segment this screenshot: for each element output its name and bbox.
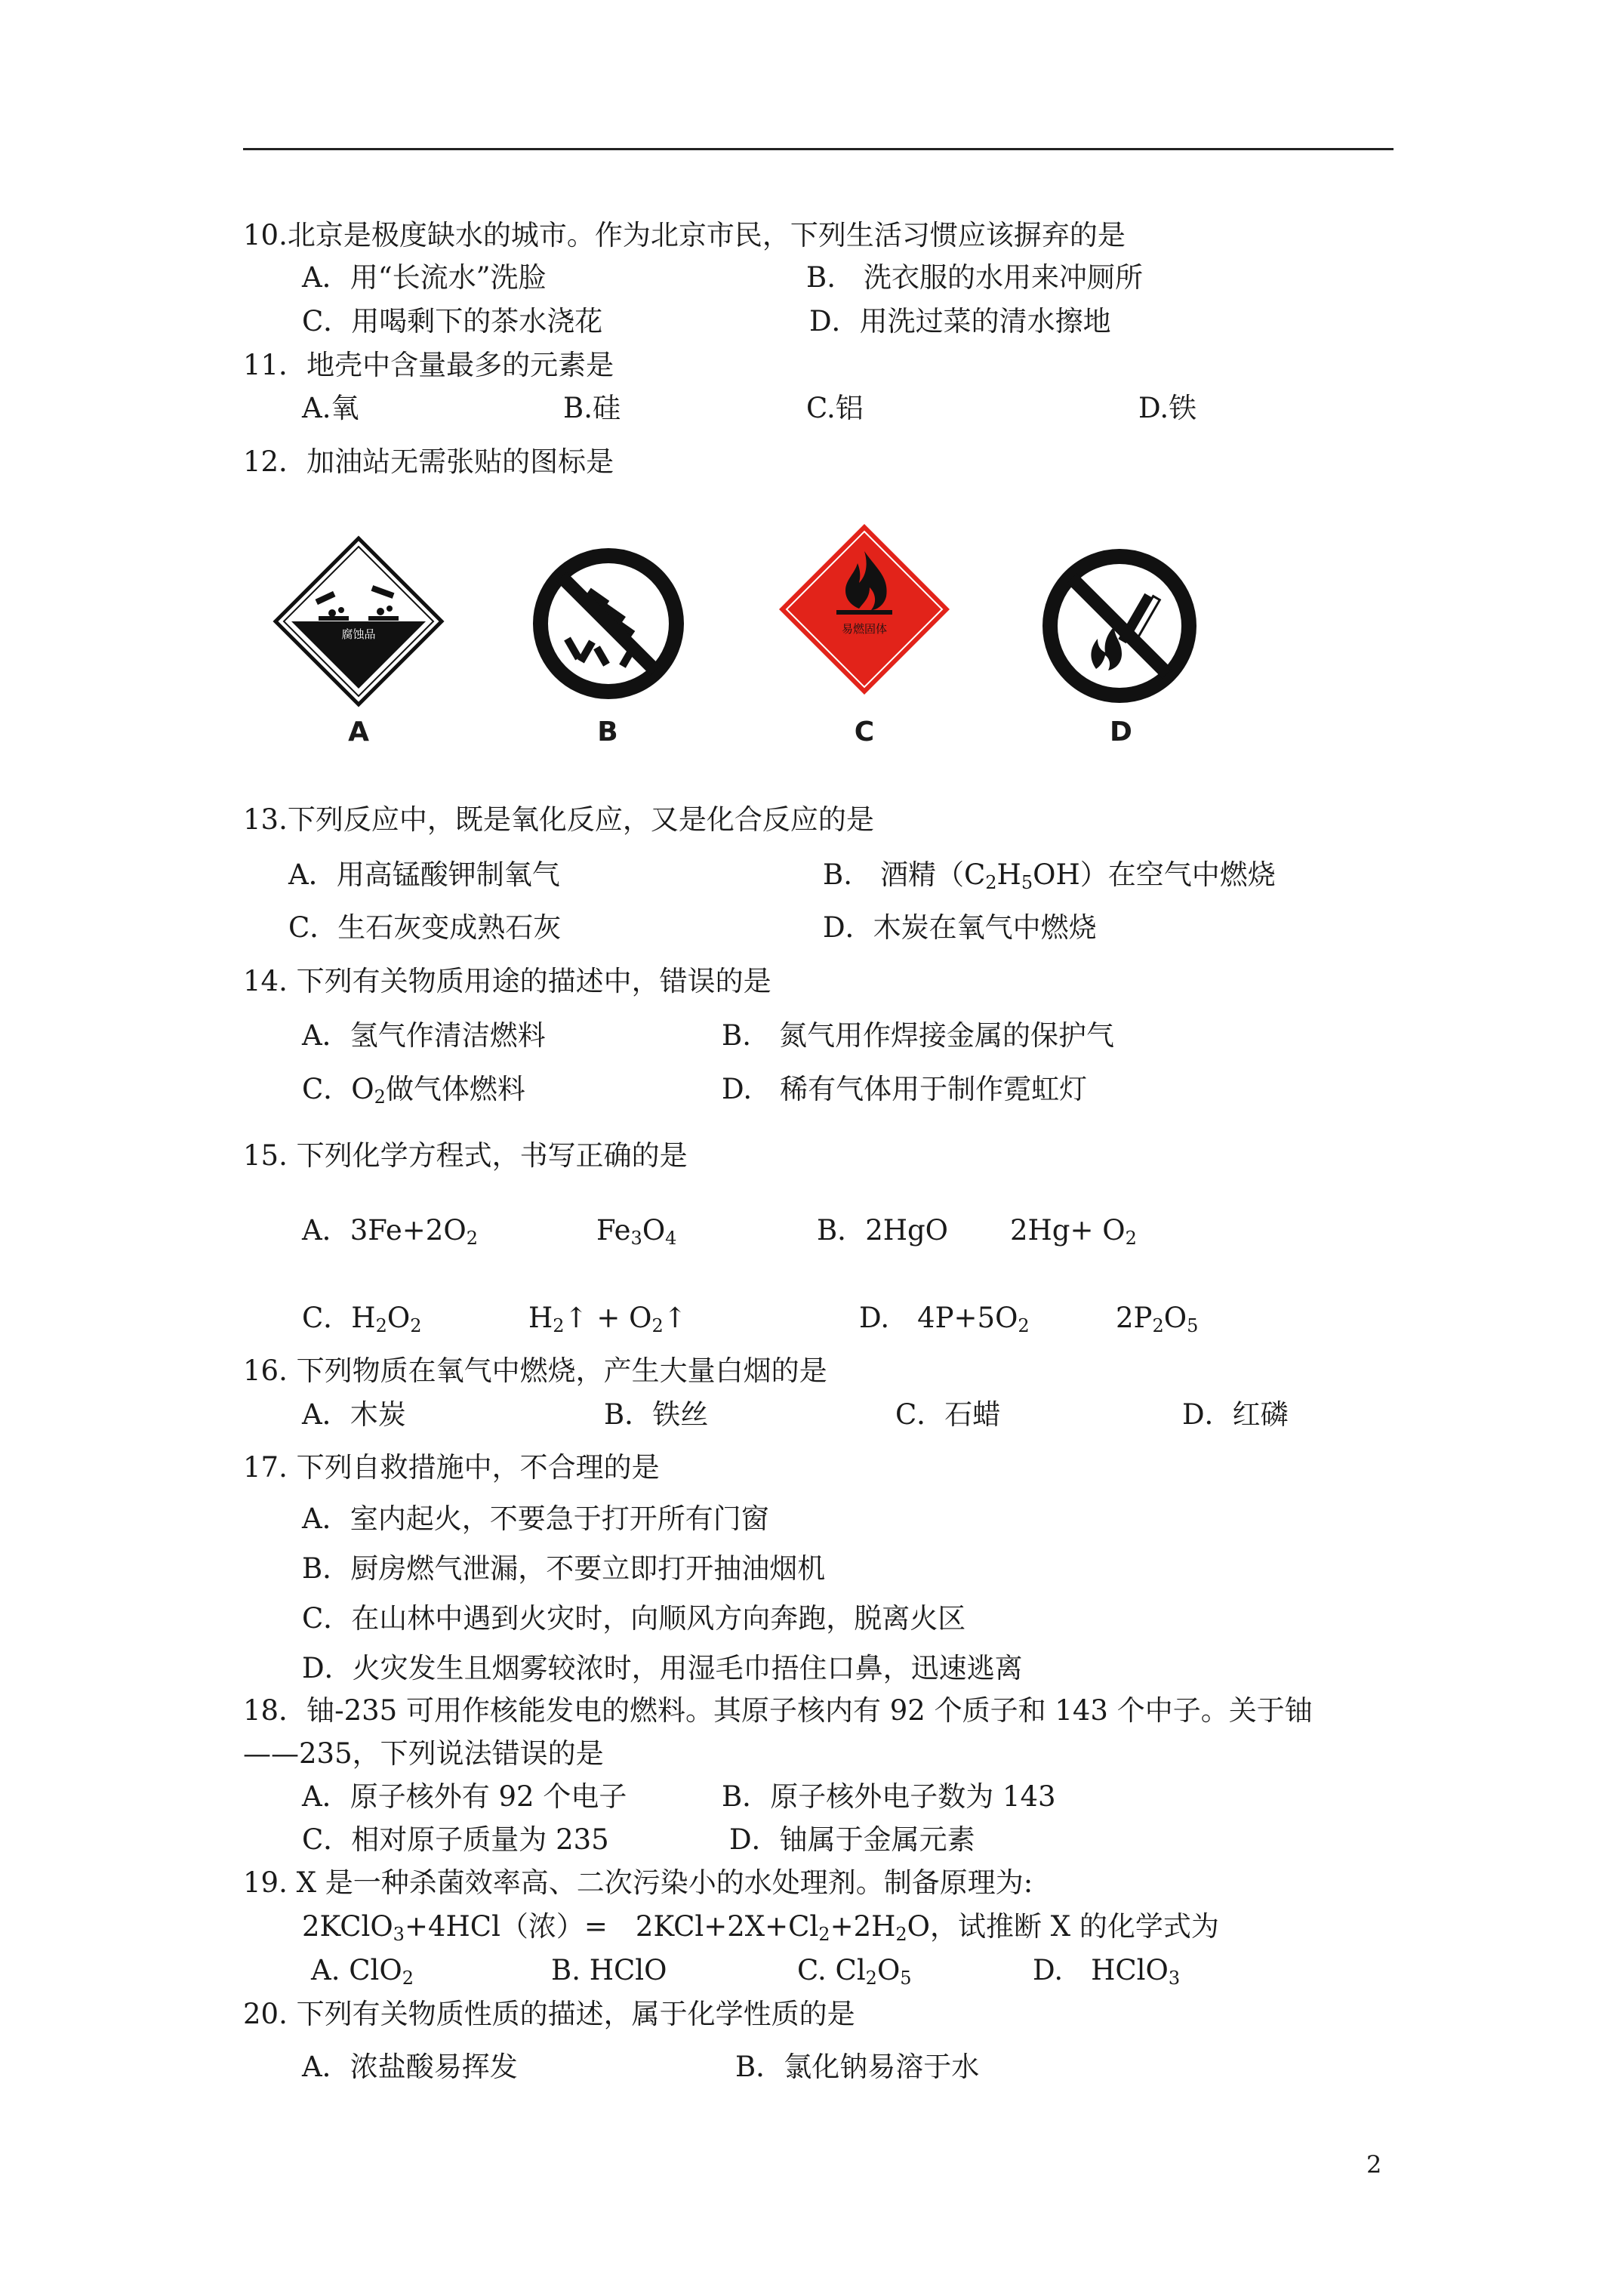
- q19-option-a: A. ClO$_2$: [311, 1954, 414, 1989]
- q15-option-d-products: $2P_2O_5$: [1116, 1302, 1199, 1336]
- q10-option-a: A．用“长流水”洗脸: [302, 261, 547, 294]
- q15-option-c-reactants: C．$H_2O_2$: [302, 1302, 422, 1336]
- q15-option-d-reactants: D. $4P+5O_2$: [859, 1302, 1030, 1336]
- q10-stem: 10.北京是极度缺水的城市。作为北京市民，下列生活习惯应该摒弃的是: [243, 219, 1126, 251]
- q18-option-d: D．铀属于金属元素: [729, 1823, 975, 1856]
- q15-option-a-reactants: A．$3Fe+2O_2$: [302, 1214, 478, 1249]
- corrosive-hazard-icon: [272, 535, 445, 708]
- q19-stem: 19. X 是一种杀菌效率高、二次污染小的水处理剂。制备原理为:: [243, 1866, 1033, 1899]
- q14-option-c: C．$O_2$做气体燃料: [302, 1073, 525, 1108]
- q11-option-d: D.铁: [1138, 392, 1197, 424]
- q17-stem: 17. 下列自救措施中，不合理的是: [243, 1451, 660, 1484]
- q17-option-d: D．火灾发生且烟雾较浓时，用湿毛巾捂住口鼻，迅速逃离: [302, 1652, 1023, 1684]
- q18-option-b: B．原子核外电子数为 143: [722, 1780, 1056, 1813]
- q16-option-c: C．石蜡: [895, 1398, 1001, 1431]
- no-stacking-prohibition-icon: [533, 548, 684, 699]
- q18-option-c: C．相对原子质量为 235: [302, 1823, 609, 1856]
- q14-stem: 14. 下列有关物质用途的描述中，错误的是: [243, 965, 771, 997]
- q20-stem: 20. 下列有关物质性质的描述，属于化学性质的是: [243, 1998, 855, 2030]
- q16-option-a: A．木炭: [302, 1398, 406, 1431]
- q15-stem: 15. 下列化学方程式，书写正确的是: [243, 1139, 688, 1172]
- flammable-solid-hazard-icon: [776, 521, 953, 698]
- sign-label-d: D: [1110, 717, 1132, 747]
- q19-option-b: B. HClO: [551, 1954, 667, 1986]
- header-rule: [243, 148, 1394, 150]
- q11-option-b: B.硅: [563, 392, 621, 424]
- q18-stem-line2: ——235，下列说法错误的是: [243, 1737, 604, 1770]
- corrosive-sign-text: 腐蚀品: [341, 627, 376, 641]
- q11-option-c: C.铝: [806, 392, 864, 424]
- q17-option-a: A．室内起火，不要急于打开所有门窗: [302, 1502, 769, 1535]
- q17-option-b: B．厨房燃气泄漏，不要立即打开抽油烟机: [302, 1552, 826, 1585]
- q20-option-a: A．浓盐酸易挥发: [302, 2051, 518, 2083]
- q13-option-a: A．用高锰酸钾制氧气: [288, 858, 560, 891]
- q19-equation: 2KClO$_3$+4HCl（浓）= $2KCl+2X+Cl_2+2H_2O$，试推断 X 的化学式为: [302, 1910, 1219, 1945]
- q20-option-b: B．氯化钠易溶于水: [735, 2051, 980, 2083]
- q17-option-c: C．在山林中遇到火灾时，向顺风方向奔跑，脱离火区: [302, 1602, 966, 1635]
- q11-stem: 11．地壳中含量最多的元素是: [243, 349, 614, 381]
- q10-option-d: D．用洗过菜的清水擦地: [809, 305, 1111, 337]
- q13-stem: 13.下列反应中，既是氧化反应，又是化合反应的是: [243, 803, 874, 836]
- q15-option-b-reactants: B．2HgO: [817, 1214, 949, 1247]
- q19-option-c: C. $Cl_2O_5$: [797, 1954, 912, 1989]
- q13-option-b: B. 酒精$(C_2H_5OH)$在空气中燃烧: [823, 858, 1276, 893]
- q10-option-c: C．用喝剩下的茶水浇花: [302, 305, 603, 337]
- q14-option-a: A．氢气作清洁燃料: [302, 1019, 546, 1052]
- q11-option-a: A.氧: [302, 392, 359, 424]
- q15-option-a-products: $Fe_3O_4$: [596, 1214, 677, 1249]
- q16-option-b: B．铁丝: [604, 1398, 709, 1431]
- q15-option-c-products: $H_2↑$ + $O_2↑$: [528, 1302, 687, 1336]
- q14-option-d: D. 稀有气体用于制作霓虹灯: [722, 1073, 1088, 1105]
- q18-stem-line1: 18．铀-235 可用作核能发电的燃料。其原子核内有 92 个质子和 143 个中子。关于铀: [243, 1694, 1313, 1727]
- q16-option-d: D．红磷: [1182, 1398, 1289, 1431]
- q15-option-b-products: $2Hg+ O_2$: [1010, 1214, 1137, 1249]
- q10-option-b: B. 洗衣服的水用来冲厕所: [806, 261, 1143, 294]
- flammable-sign-text: 易燃固体: [841, 622, 888, 636]
- q19-option-d: D. HClO$_3$: [1033, 1954, 1181, 1989]
- sign-label-c: C: [854, 717, 875, 747]
- page-number: 2: [1366, 2150, 1382, 2179]
- q18-option-a: A．原子核外有 92 个电子: [302, 1780, 627, 1813]
- q14-option-b: B. 氮气用作焊接金属的保护气: [722, 1019, 1114, 1052]
- q13-option-d: D．木炭在氧气中燃烧: [823, 911, 1097, 944]
- no-smoking-fire-prohibition-icon: [1042, 548, 1197, 704]
- q13-option-c: C．生石灰变成熟石灰: [288, 911, 562, 944]
- q16-stem: 16. 下列物质在氧气中燃烧，产生大量白烟的是: [243, 1354, 827, 1387]
- q12-stem: 12．加油站无需张贴的图标是: [243, 445, 614, 478]
- sign-label-b: B: [597, 717, 618, 747]
- sign-label-a: A: [348, 717, 369, 747]
